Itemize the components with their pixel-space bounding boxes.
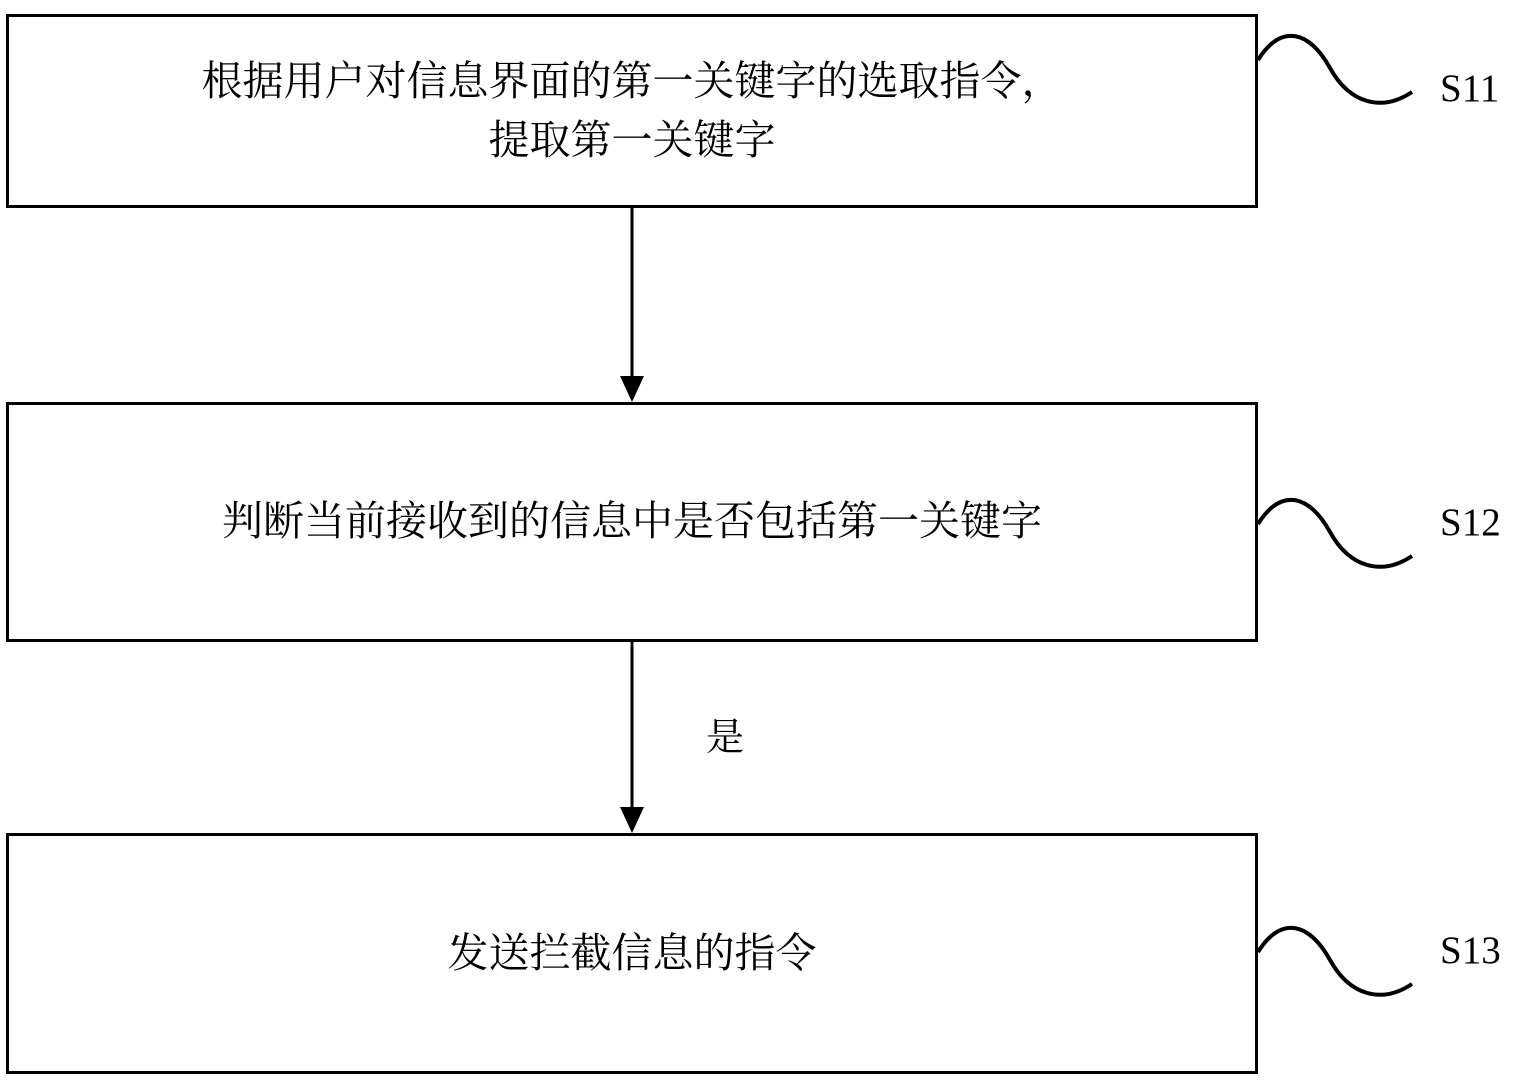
process-node-s11-label: 根据用户对信息界面的第一关键字的选取指令， 提取第一关键字 bbox=[201, 57, 1063, 163]
arrow-s12-to-s13-head bbox=[620, 807, 644, 833]
process-node-s13-label: 发送拦截信息的指令 bbox=[447, 929, 817, 976]
leader-squiggle-s11 bbox=[1258, 36, 1412, 103]
decision-node-s12 bbox=[6, 402, 1258, 642]
edge-label-yes: 是 bbox=[706, 717, 745, 759]
decision-node-s12-label: 判断当前接收到的信息中是否包括第一关键字 bbox=[222, 498, 1042, 545]
arrow-s11-to-s12-head bbox=[620, 376, 644, 402]
step-label-s13: S13 bbox=[1440, 929, 1501, 972]
step-label-s11: S11 bbox=[1440, 67, 1500, 110]
process-node-s11 bbox=[6, 14, 1258, 208]
leader-squiggle-s12 bbox=[1258, 500, 1412, 567]
process-node-s13 bbox=[6, 833, 1258, 1074]
step-label-s12: S12 bbox=[1440, 501, 1501, 544]
leader-squiggle-s13 bbox=[1258, 928, 1412, 995]
